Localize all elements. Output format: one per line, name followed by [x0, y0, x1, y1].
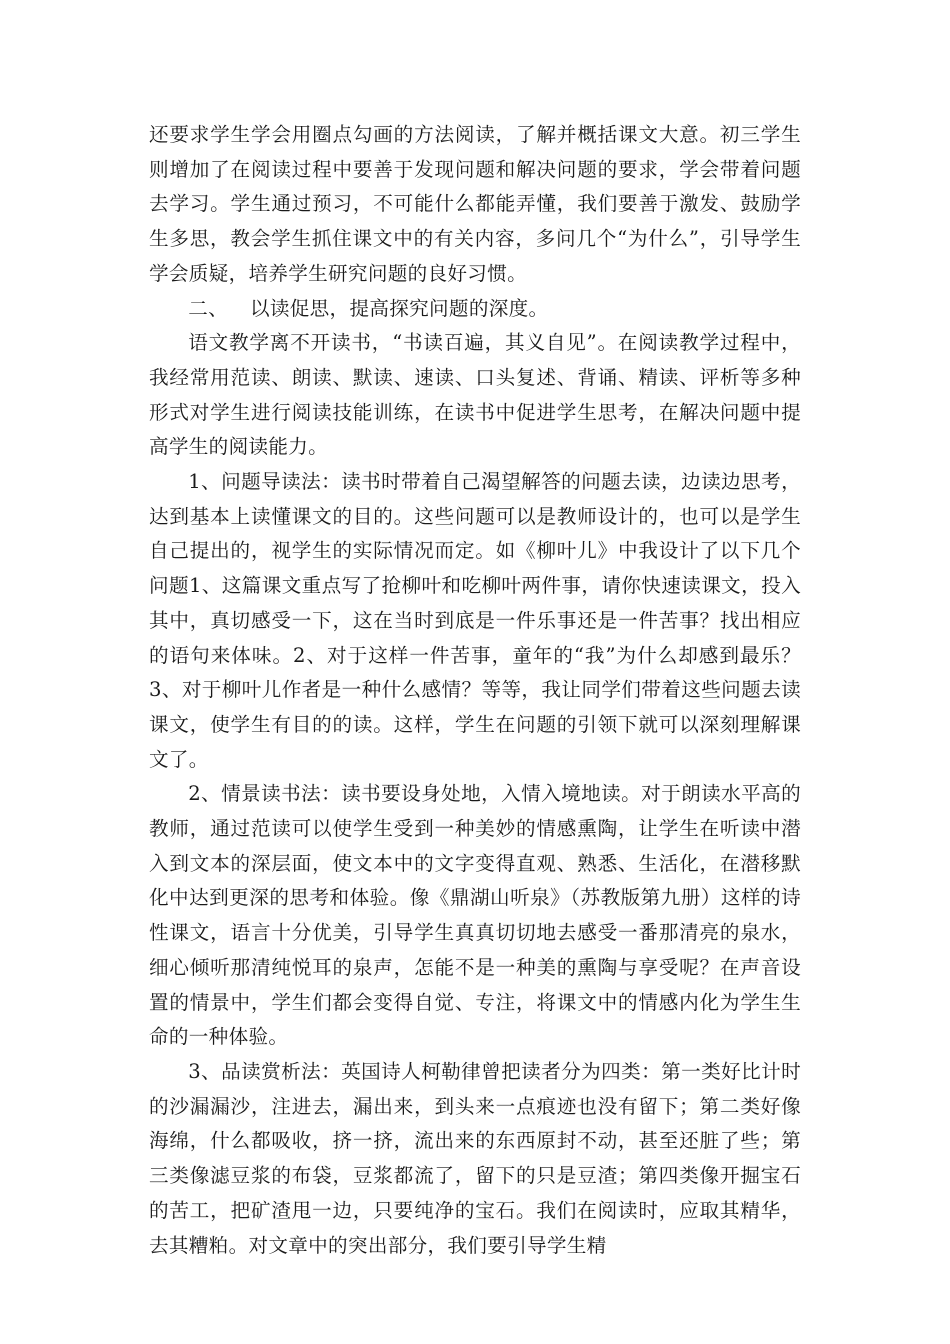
- section-number: 二、: [188, 296, 228, 320]
- document-body: [149, 118, 801, 1263]
- section-heading: [149, 292, 801, 327]
- paragraph-preview-habits: 还要求学生学会用圈点勾画的方法阅读，了解并概括课文大意。初三学生则增加了在阅读过程中要善于发现问题和解决问题的要求，学会带着问题去学习。学生通过预习，不可能什么都能弄懂，我们要善于激发、鼓励学生多思，教会学生抓住课文中的有关内容，多问几个“为什么”，引导学生学会质疑，培养学生研究问题的良好习惯。: [149, 123, 801, 285]
- paragraph-appreciative-reading: 3、品读赏析法：英国诗人柯勒律曾把读者分为四类：第一类好比计时的沙漏漏沙，注进去，漏出来，到头来一点痕迹也没有留下；第二类好像海绵，什么都吸收，挤一挤，流出来的东西原封不动，甚至还脏了些；第三类像滤豆浆的布袋，豆浆都流了，留下的只是豆渣；第四类像开掘宝石的苦工，把矿渣甩一边，只要纯净的宝石。我们在阅读时，应取其精华，去其糟粕。对文章中的突出部分，我们要引导学生精: [149, 1059, 801, 1257]
- section-title: 以读促思，提高探究问题的深度。: [249, 296, 549, 320]
- paragraph-reading-training: 语文教学离不开读书，“书读百遍，其义自见”。在阅读教学过程中，我经常用范读、朗读、默读、速读、口头复述、背诵、精读、评析等多种形式对学生进行阅读技能训练，在读书中促进学生思考，在解决问题中提高学生的阅读能力。: [149, 331, 801, 459]
- paragraph-question-guided-reading: 1、问题导读法：读书时带着自己渴望解答的问题去读，边读边思考，达到基本上读懂课文的目的。这些问题可以是教师设计的，也可以是学生自己提出的，视学生的实际情况而定。如《柳叶儿》中我设计了以下几个问题1、这篇课文重点写了抢柳叶和吃柳叶两件事，请你快速读课文，投入其中，真切感受一下，这在当时到底是一件乐事还是一件苦事？找出相应的语句来体味。2、对于这样一件苦事，童年的“我”为什么却感到最乐？3、对于柳叶儿作者是一种什么感情？等等，我让同学们带着这些问题去读课文，使学生有目的的读。这样，学生在问题的引领下就可以深刻理解课文了。: [149, 470, 801, 771]
- paragraph-situational-reading: 2、情景读书法：读书要设身处地，入情入境地读。对于朗读水平高的教师，通过范读可以使学生受到一种美妙的情感熏陶，让学生在听读中潜入到文本的深层面，使文本中的文字变得直观、熟悉、生活化，在潜移默化中达到更深的思考和体验。像《鼎湖山听泉》（苏教版第九册）这样的诗性课文，语言十分优美，引导学生真真切切地去感受一番那清亮的泉水，细心倾听那清纯悦耳的泉声，怎能不是一种美的熏陶与享受呢？在声音设置的情景中，学生们都会变得自觉、专注，将课文中的情感内化为学生生命的一种体验。: [149, 782, 801, 1049]
